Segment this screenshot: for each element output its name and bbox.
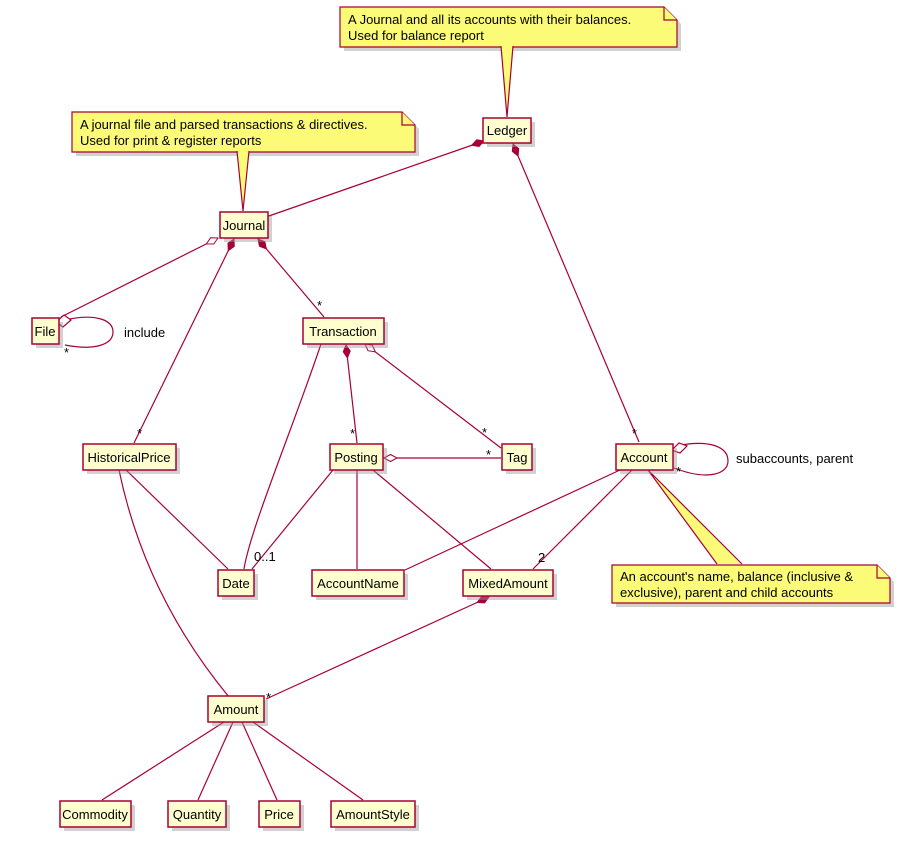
class-file <box>32 318 63 348</box>
class-transaction-label: Transaction <box>309 324 377 339</box>
multiplicity-transaction: * <box>317 298 323 313</box>
note-tail-journal <box>237 151 249 211</box>
class-amount <box>208 696 268 726</box>
class-amount-label: Amount <box>213 702 259 717</box>
class-journal-label: Journal <box>222 218 266 233</box>
edge-ledger-account <box>513 144 639 442</box>
edge-transaction-tag <box>365 344 501 448</box>
edge-amount-price <box>242 722 277 800</box>
note-account-line2: exclusive), parent and child accounts <box>620 585 834 600</box>
class-quantity-label: Quantity <box>172 807 222 822</box>
edge-historicalprice-date <box>126 470 228 569</box>
class-date-label: Date <box>222 576 250 591</box>
note-tail-ledger <box>501 46 513 117</box>
note-tail-account <box>648 470 742 564</box>
class-posting <box>330 444 387 474</box>
multiplicity-file-loop: * <box>64 345 70 360</box>
multiplicity-tag-from-transaction: * <box>482 425 488 440</box>
classes-layer <box>32 118 677 831</box>
edge-amount-amountstyle <box>253 722 363 800</box>
multiplicity-historicalprice: * <box>137 426 143 441</box>
label-include: include <box>124 325 166 340</box>
class-date <box>218 570 258 600</box>
class-amountstyle <box>331 801 419 831</box>
class-tag <box>502 444 536 474</box>
class-quantity <box>168 801 230 831</box>
class-mixedamount <box>463 570 557 600</box>
class-commodity-label: Commodity <box>62 807 128 822</box>
edge-journal-file <box>61 238 218 317</box>
multiplicity-tag-from-posting: * <box>486 447 492 462</box>
note-account-line1: An account's name, balance (inclusive & <box>620 569 853 584</box>
class-commodity <box>60 801 135 831</box>
class-ledger-label: Ledger <box>486 123 528 138</box>
class-amountstyle-label: AmountStyle <box>336 807 410 822</box>
class-price <box>259 801 304 831</box>
edge-account-mixedamount <box>533 470 632 569</box>
class-historicalprice-label: HistoricalPrice <box>87 450 171 465</box>
edge-mixedamount-amount <box>266 597 489 699</box>
note-journal-line1: A journal file and parsed transactions & directives. <box>80 117 368 132</box>
edge-historicalprice-amount <box>119 470 229 697</box>
edge-posting-mixedamount <box>373 470 491 569</box>
note-ledger-line1: A Journal and all its accounts with their balances. <box>348 12 632 27</box>
class-ledger <box>483 118 535 147</box>
class-accountname <box>312 570 408 600</box>
note-account <box>612 565 894 607</box>
class-price-label: Price <box>264 807 294 822</box>
note-account-fold-icon <box>877 565 890 578</box>
edge-amount-quantity <box>198 722 233 800</box>
note-ledger <box>340 7 681 51</box>
multiplicity-posting-date: 0..1 <box>254 549 276 564</box>
class-account <box>616 444 677 474</box>
multiplicity-account-mixedamount: 2 <box>538 550 546 565</box>
edge-journal-historicalprice <box>134 239 234 443</box>
class-journal <box>220 212 272 242</box>
edge-amount-commodity <box>102 722 224 800</box>
note-journal-line2: Used for print & register reports <box>80 133 262 148</box>
edge-account-accountname <box>405 470 620 570</box>
class-posting-label: Posting <box>334 450 378 465</box>
note-journal <box>72 112 419 156</box>
class-transaction <box>303 318 388 348</box>
multiplicity-posting: * <box>350 426 356 441</box>
class-historicalprice <box>83 444 180 474</box>
class-mixedamount-label: MixedAmount <box>468 576 548 591</box>
class-file-label: File <box>34 324 56 339</box>
note-ledger-line2: Used for balance report <box>348 28 484 43</box>
labels-layer <box>64 298 853 705</box>
label-subaccounts-parent: subaccounts, parent <box>736 451 854 466</box>
edge-file-include-loop <box>64 317 113 347</box>
class-accountname-label: AccountName <box>317 576 399 591</box>
multiplicity-account: * <box>632 426 638 441</box>
multiplicity-amount: * <box>266 690 272 705</box>
edge-transaction-date <box>244 344 321 569</box>
multiplicity-account-loop: * <box>676 464 682 479</box>
class-tag-label: Tag <box>506 450 528 465</box>
class-account-label: Account <box>620 450 668 465</box>
edge-journal-transaction <box>258 239 324 317</box>
